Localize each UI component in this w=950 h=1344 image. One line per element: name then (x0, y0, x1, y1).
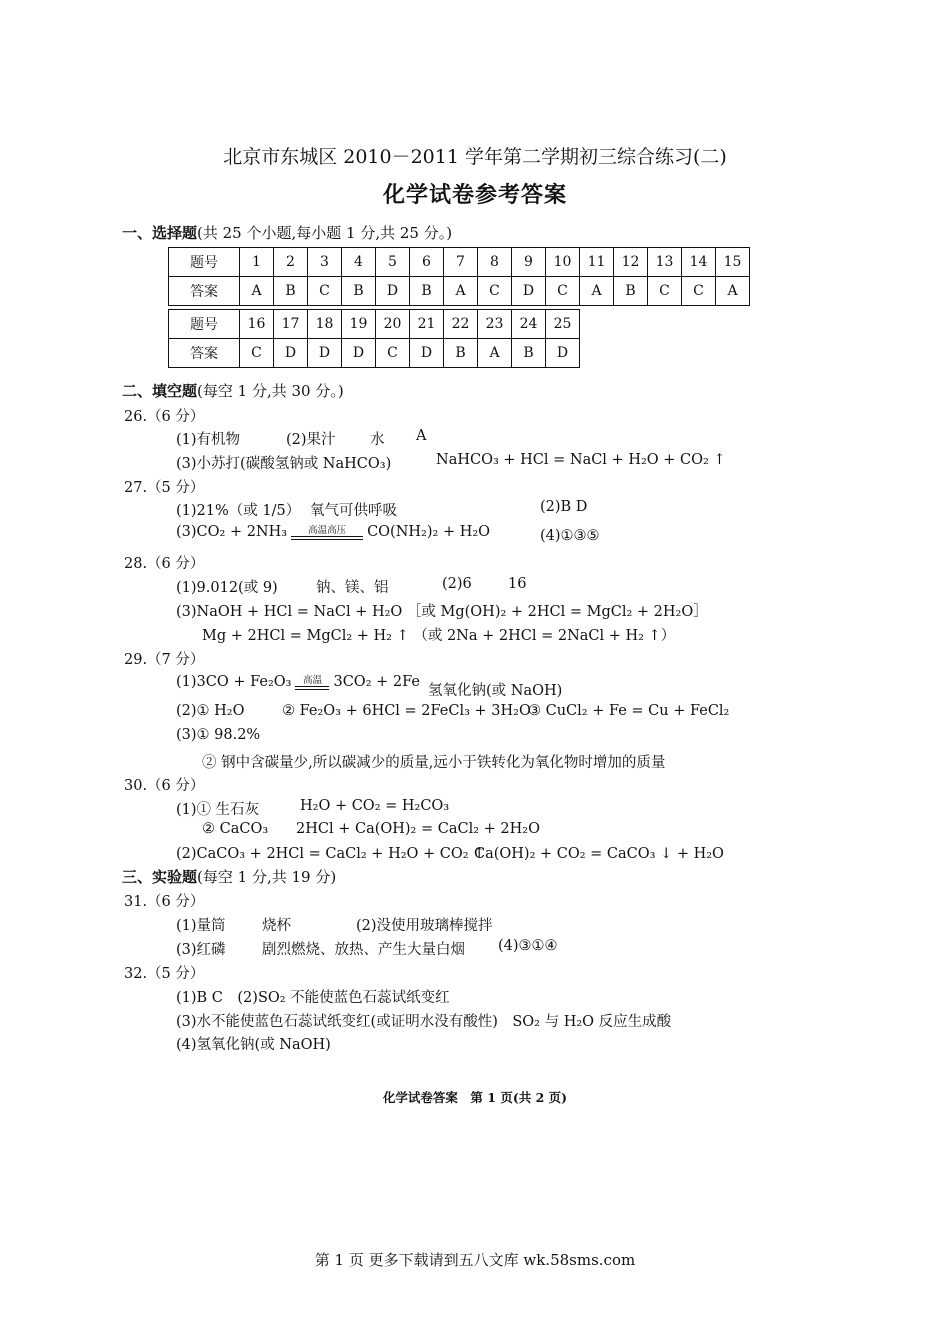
q27-equation (176, 524, 490, 540)
q26-answer-1: (1)有机物 (176, 432, 241, 448)
q31-answer-3: (2)没使用玻璃棒搅拌 (356, 918, 493, 934)
table-cell: C (376, 339, 410, 368)
table-cell: 19 (342, 310, 376, 339)
table-cell: B (444, 339, 478, 368)
reaction-condition: 高温 (302, 674, 322, 686)
reaction-condition-arrow (291, 525, 363, 540)
table-cell: 20 (376, 310, 410, 339)
q29-equation-1 (176, 674, 420, 690)
question-number-row (169, 248, 750, 277)
table-cell: B (512, 339, 546, 368)
table-cell: D (410, 339, 444, 368)
table-cell: 5 (376, 248, 410, 277)
table-cell: A (580, 277, 614, 306)
section-3-heading (122, 866, 336, 887)
q31-answer-4: (3)红磷 (176, 942, 226, 958)
question-29-number: 29.（7 分） (124, 652, 205, 668)
q28-equation-2: Mg + 2HCl = MgCl₂ + H₂ ↑ （或 2Na + 2HCl = 2NaCl + H₂ ↑） (202, 628, 676, 644)
section-1-title: 一、选择题 (122, 224, 198, 242)
q28-answer-1: (1)9.012(或 9) (176, 580, 278, 596)
reaction-condition: 高温高压 (308, 524, 347, 536)
table-cell: 1 (240, 248, 274, 277)
question-number-row (169, 310, 580, 339)
q29-answer-4: ② 钢中含碳量少,所以碳减少的质量,远小于铁转化为氧化物时增加的质量 (202, 755, 666, 771)
q31-answer-2: 烧杯 (262, 918, 291, 934)
q30-answer-2: ② CaCO₃ (202, 821, 269, 837)
table-cell: 8 (478, 248, 512, 277)
q27-answer-3: (2)B D (540, 499, 588, 515)
table-cell: 9 (512, 248, 546, 277)
download-notice: 第 1 页 更多下载请到五八文库 wk.58sms.com (314, 1251, 636, 1269)
section-3-note: (每空 1 分,共 19 分) (197, 868, 337, 886)
q29-answer-3: (3)① 98.2% (176, 727, 261, 743)
table-cell: 21 (410, 310, 444, 339)
question-32-number: 32.（5 分） (124, 966, 205, 982)
q26-answer-4: A (416, 428, 427, 444)
table-cell: 15 (716, 248, 750, 277)
row-label: 题号 (169, 248, 240, 277)
table-cell: C (308, 277, 342, 306)
table-cell: B (274, 277, 308, 306)
answer-table-1 (168, 247, 750, 306)
table-cell: A (240, 277, 274, 306)
page-footer: 化学试卷答案 第 1 页(共 2 页) (382, 1090, 568, 1105)
table-cell: C (546, 277, 580, 306)
q27-reactants: (3)CO₂ + 2NH₃ (176, 524, 288, 540)
q29-equation-2: ② Fe₂O₃ + 6HCl = 2FeCl₃ + 3H₂O (282, 703, 531, 719)
q29-reactants: (1)3CO + Fe₂O₃ (176, 674, 292, 690)
q31-answer-1: (1)量筒 (176, 918, 226, 934)
q30-equation-1: H₂O + CO₂ = H₂CO₃ (300, 798, 450, 814)
q30-equation-4: Ca(OH)₂ + CO₂ = CaCO₃ ↓ + H₂O (474, 846, 724, 862)
q29-answer-2: (2)① H₂O (176, 703, 245, 719)
q26-equation: NaHCO₃ + HCl = NaCl + H₂O + CO₂ ↑ (436, 452, 726, 468)
reaction-condition-arrow (295, 675, 329, 690)
q32-answer-1: (1)B C (2)SO₂ 不能使蓝色石蕊试纸变红 (176, 990, 450, 1006)
question-28-number: 28.（6 分） (124, 556, 205, 572)
q26-answer-5: (3)小苏打(碳酸氢钠或 NaHCO₃) (176, 456, 392, 472)
table-cell: D (546, 339, 580, 368)
table-cell: 3 (308, 248, 342, 277)
section-2-title: 二、填空题 (122, 382, 198, 400)
table-cell: 23 (478, 310, 512, 339)
q28-answer-3: (2)6 (442, 576, 472, 592)
q29-equation-3: ③ CuCl₂ + Fe = Cu + FeCl₂ (528, 703, 730, 719)
q28-answer-4: 16 (508, 576, 527, 592)
question-31-number: 31.（6 分） (124, 894, 205, 910)
section-2-heading (122, 380, 344, 401)
table-cell: D (376, 277, 410, 306)
table-cell: D (512, 277, 546, 306)
table-cell: D (308, 339, 342, 368)
table-cell: 18 (308, 310, 342, 339)
q30-equation-3: (2)CaCO₃ + 2HCl = CaCl₂ + H₂O + CO₂ ↑ (176, 846, 486, 862)
section-1-heading (122, 222, 452, 243)
section-2-note: (每空 1 分,共 30 分。) (197, 382, 344, 400)
table-cell: 2 (274, 248, 308, 277)
table-cell: 17 (274, 310, 308, 339)
q31-answer-6: (4)③①④ (498, 938, 558, 954)
row-label: 题号 (169, 310, 240, 339)
q28-equation-1: (3)NaOH + HCl = NaCl + H₂O ［或 Mg(OH)₂ + 2HCl = MgCl₂ + 2H₂O］ (176, 604, 708, 620)
table-cell: C (648, 277, 682, 306)
table-cell: 25 (546, 310, 580, 339)
table-cell: 16 (240, 310, 274, 339)
answer-row (169, 277, 750, 306)
section-3-title: 三、实验题 (122, 868, 198, 886)
table-cell: 13 (648, 248, 682, 277)
q29-products: 3CO₂ + 2Fe (333, 674, 420, 690)
table-cell: 14 (682, 248, 716, 277)
table-cell: 24 (512, 310, 546, 339)
document-subtitle: 化学试卷参考答案 (382, 183, 567, 208)
table-cell: D (342, 339, 376, 368)
table-cell: C (682, 277, 716, 306)
q32-answer-3: (4)氢氧化钠(或 NaOH) (176, 1037, 331, 1053)
question-27-number: 27.（5 分） (124, 480, 205, 496)
q30-answer-1: (1)① 生石灰 (176, 802, 260, 818)
table-cell: D (274, 339, 308, 368)
table-cell: C (478, 277, 512, 306)
q27-answer-1: (1)21%（或 1/5） (176, 503, 301, 519)
question-30-number: 30.（6 分） (124, 778, 205, 794)
q30-equation-2: 2HCl + Ca(OH)₂ = CaCl₂ + 2H₂O (296, 821, 540, 837)
answer-row (169, 339, 580, 368)
table-cell: B (410, 277, 444, 306)
answer-table-2 (168, 309, 580, 368)
q27-answer-2: 氧气可供呼吸 (310, 503, 397, 519)
q27-answer-4: (4)①③⑤ (540, 528, 600, 544)
table-cell: 6 (410, 248, 444, 277)
table-cell: A (716, 277, 750, 306)
row-label: 答案 (169, 339, 240, 368)
table-cell: A (478, 339, 512, 368)
q26-answer-2: (2)果汁 (286, 432, 336, 448)
q31-answer-5: 剧烈燃烧、放热、产生大量白烟 (262, 942, 465, 958)
table-cell: 10 (546, 248, 580, 277)
row-label: 答案 (169, 277, 240, 306)
table-cell: 12 (614, 248, 648, 277)
q26-answer-3: 水 (370, 432, 385, 448)
table-cell: B (614, 277, 648, 306)
section-1-note: (共 25 个小题,每小题 1 分,共 25 分。) (197, 224, 453, 242)
question-26-number: 26.（6 分） (124, 409, 205, 425)
q29-answer-1: 氢氧化钠(或 NaOH) (428, 683, 563, 699)
table-cell: 11 (580, 248, 614, 277)
table-cell: 4 (342, 248, 376, 277)
q28-answer-2: 钠、镁、铝 (316, 580, 389, 596)
table-cell: B (342, 277, 376, 306)
q27-products: CO(NH₂)₂ + H₂O (367, 524, 491, 540)
table-cell: C (240, 339, 274, 368)
q32-answer-2: (3)水不能使蓝色石蕊试纸变红(或证明水没有酸性) SO₂ 与 H₂O 反应生成酸 (176, 1014, 672, 1030)
table-cell: 7 (444, 248, 478, 277)
table-cell: 22 (444, 310, 478, 339)
document-title: 北京市东城区 2010－2011 学年第二学期初三综合练习(二) (223, 146, 727, 168)
table-cell: A (444, 277, 478, 306)
